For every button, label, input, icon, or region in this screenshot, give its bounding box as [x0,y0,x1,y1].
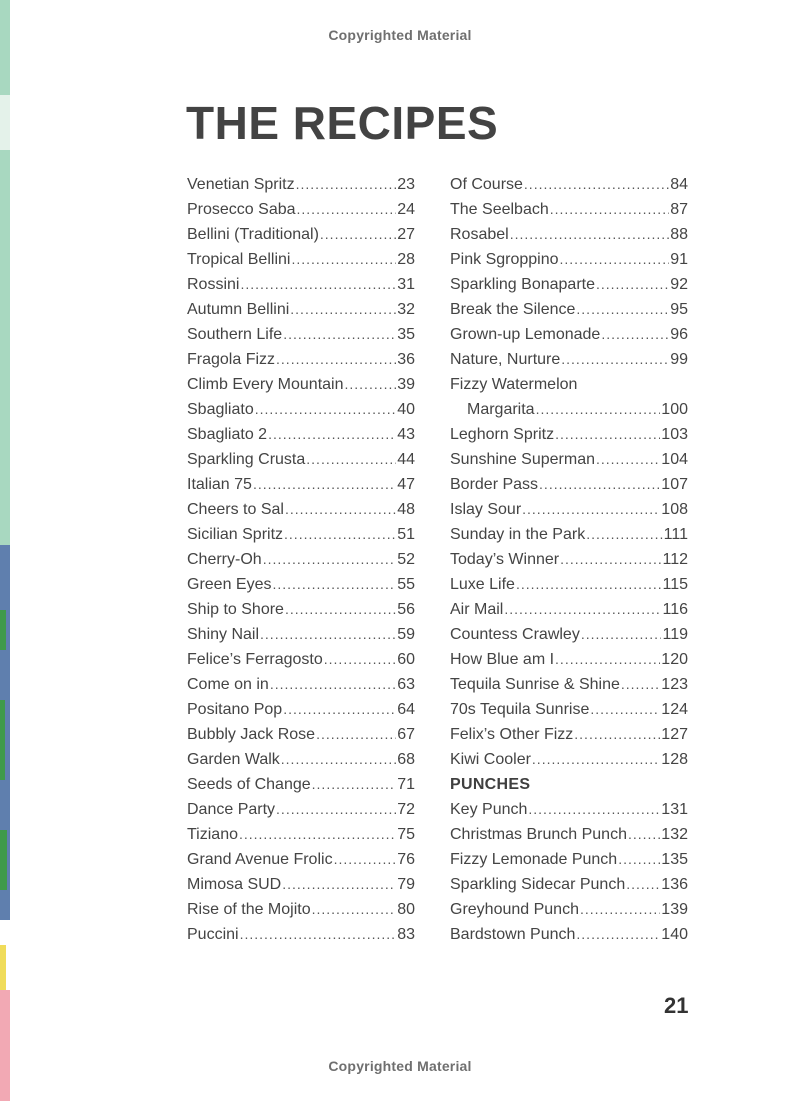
toc-entry [450,622,688,647]
recipe-name: Today’s Winner [450,551,560,568]
recipe-name: Air Mail [450,601,504,618]
recipe-name: Bardstown Punch [450,926,576,943]
dot-leader [272,572,396,597]
page-ref: 39 [397,376,415,393]
page-ref: 27 [397,226,415,243]
recipe-name: Of Course [450,176,523,193]
toc-entry [187,222,415,247]
toc-entry [450,572,688,597]
toc-entry [187,697,415,722]
dot-leader [586,522,662,547]
page-ref: 87 [670,201,688,218]
recipe-name: Bellini (Traditional) [187,226,319,243]
dot-leader [522,497,660,522]
dot-leader [596,272,669,297]
toc-entry [187,897,415,922]
dot-leader [618,847,660,872]
recipe-name: Green Eyes [187,576,272,593]
recipe-name: Countess Crawley [450,626,580,643]
dot-leader [263,547,397,572]
toc-entry [450,672,688,697]
recipe-name: Leghorn Spritz [450,426,555,443]
recipe-name: Rosabel [450,226,509,243]
page-ref: 140 [661,926,688,943]
dot-leader [285,497,396,522]
strip-mint-top [0,0,10,95]
dot-leader [539,472,660,497]
dot-leader [291,247,396,272]
toc-entry [187,847,415,872]
page-ref: 47 [397,476,415,493]
dot-leader [316,722,396,747]
recipe-name: Grown-up Lemonade [450,326,601,343]
dot-leader [555,647,660,672]
recipe-name: Felix’s Other Fizz [450,726,574,743]
recipe-name: Seeds of Change [187,776,311,793]
section-heading-punches: PUNCHES [450,776,531,793]
page-ref: 84 [670,176,688,193]
dot-leader [581,622,662,647]
toc-entry [187,347,415,372]
strip-leaf-3 [0,830,7,890]
page-ref: 116 [662,601,688,618]
dot-leader [561,347,669,372]
recipe-name: Prosecco Saba [187,201,296,218]
toc-entry [187,422,415,447]
recipe-name: Autumn Bellini [187,301,290,318]
recipe-name: Ship to Shore [187,601,284,618]
page-ref: 36 [397,351,415,368]
dot-leader [276,347,396,372]
strip-leaf-2 [0,700,5,780]
recipe-name: Garden Walk [187,751,280,768]
page-ref: 124 [661,701,688,718]
dot-leader [504,597,661,622]
dot-leader [532,747,660,772]
page-ref: 72 [397,801,415,818]
toc-entry [187,547,415,572]
recipe-name: Greyhound Punch [450,901,579,918]
recipe-name: Islay Sour [450,501,522,518]
recipe-name: Southern Life [187,326,283,343]
strip-light [0,95,10,150]
page-ref: 28 [397,251,415,268]
dot-leader [239,822,396,847]
page-ref: 108 [661,501,688,518]
dot-leader [596,447,660,472]
page-ref: 64 [397,701,415,718]
toc-entry [187,172,415,197]
page-ref: 56 [397,601,415,618]
recipe-name: Border Pass [450,476,539,493]
page-ref: 59 [397,626,415,643]
strip-pink [0,990,10,1101]
page-ref: 71 [397,776,415,793]
dot-leader [260,622,396,647]
page-ref: 112 [662,551,688,568]
copyright-footer: Copyrighted Material [328,1058,472,1074]
dot-leader [284,522,396,547]
page-ref: 104 [661,451,688,468]
dot-leader [240,272,396,297]
recipe-name: Nature, Nurture [450,351,561,368]
page-ref: 75 [397,826,415,843]
toc-entry [450,347,688,372]
recipe-name: Margarita [467,401,535,418]
recipe-name: Tequila Sunrise & Shine [450,676,620,693]
recipe-name: Sunday in the Park [450,526,586,543]
recipe-list-right [450,172,688,947]
toc-entry [187,772,415,797]
dot-leader [536,397,661,422]
dot-leader [296,172,397,197]
toc-entry [187,822,415,847]
page-ref: 88 [670,226,688,243]
page-ref: 95 [670,301,688,318]
page-number: 21 [664,993,689,1018]
recipe-name: Kiwi Cooler [450,751,531,768]
toc-entry [450,847,688,872]
page-ref: 48 [397,501,415,518]
page-ref: 132 [661,826,688,843]
toc-entry [187,322,415,347]
dot-leader [283,697,396,722]
recipe-name: Luxe Life [450,576,515,593]
dot-leader [324,647,396,672]
toc-entry [450,222,688,247]
dot-leader [276,797,396,822]
recipe-name: Tiziano [187,826,238,843]
toc-entry [450,922,688,947]
dot-leader [510,222,670,247]
dot-leader [576,922,660,947]
dot-leader [524,172,669,197]
page-ref: 103 [661,426,688,443]
toc-entry [450,747,688,772]
toc-entry [187,797,415,822]
toc-entry [450,272,688,297]
page-ref: 119 [662,626,688,643]
dot-leader [628,822,660,847]
page-ref: 23 [397,176,415,193]
toc-entry [450,522,688,547]
page-ref: 131 [661,801,688,818]
dot-leader [320,222,396,247]
toc-entry [187,372,415,397]
toc-entry [450,797,688,822]
toc-entry [187,297,415,322]
toc-entry [450,172,688,197]
dot-leader [574,722,660,747]
recipe-name: Climb Every Mountain [187,376,344,393]
page-ref: 120 [661,651,688,668]
toc-entry [450,897,688,922]
page-ref: 111 [663,526,688,543]
recipe-name: Sparkling Sidecar Punch [450,876,626,893]
page-ref: 32 [397,301,415,318]
toc-entry [187,447,415,472]
dot-leader [345,372,397,397]
page-ref: 68 [397,751,415,768]
toc-entry [187,272,415,297]
page-ref: 115 [662,576,688,593]
toc-entry [187,197,415,222]
toc-entry [450,547,688,572]
page-ref: 123 [661,676,688,693]
dot-leader [601,322,669,347]
toc-entry [450,422,688,447]
recipe-name: Rossini [187,276,240,293]
toc-entry [450,647,688,672]
toc-entry [187,622,415,647]
page-ref: 136 [661,876,688,893]
dot-leader [580,897,660,922]
page-ref: 51 [397,526,415,543]
page-ref: 40 [397,401,415,418]
toc-entry [450,822,688,847]
recipe-name: Tropical Bellini [187,251,291,268]
page-ref: 107 [661,476,688,493]
dot-leader [270,672,396,697]
recipe-name: Felice’s Ferragosto [187,651,323,668]
page-ref: 92 [670,276,688,293]
toc-entry [450,397,688,422]
recipe-name: How Blue am I [450,651,555,668]
dot-leader [306,447,396,472]
dot-leader [516,572,662,597]
toc-entry [187,472,415,497]
recipe-name: The Seelbach [450,201,549,218]
decorative-edge-strip [0,0,10,1101]
page-ref: 80 [397,901,415,918]
recipe-name: Mimosa SUD [187,876,282,893]
recipe-name: Break the Silence [450,301,576,318]
recipe-name: Puccini [187,926,239,943]
recipe-name: Pink Sgroppino [450,251,559,268]
toc-entry [187,247,415,272]
recipe-name: Italian 75 [187,476,252,493]
recipe-name: Sicilian Spritz [187,526,284,543]
toc-entry [187,722,415,747]
recipe-name: Bubbly Jack Rose [187,726,316,743]
toc-entry [187,397,415,422]
page-ref: 60 [397,651,415,668]
dot-leader [255,397,396,422]
recipe-name: Sbagliato [187,401,254,418]
recipe-name: Fizzy Lemonade Punch [450,851,618,868]
recipe-name: Sbagliato 2 [187,426,268,443]
toc-entry [187,672,415,697]
page-ref: 43 [397,426,415,443]
toc-entry [187,647,415,672]
dot-leader [283,322,396,347]
page-ref: 139 [661,901,688,918]
recipe-name: Positano Pop [187,701,283,718]
toc-entry [450,722,688,747]
strip-leaf-1 [0,610,6,650]
recipe-name: Sparkling Bonaparte [450,276,595,293]
dot-leader [550,197,669,222]
recipe-name: Sparkling Crusta [187,451,306,468]
dot-leader [290,297,396,322]
recipe-name: Come on in [187,676,269,693]
page-ref: 52 [397,551,415,568]
toc-entry [450,247,688,272]
page-ref: 35 [397,326,415,343]
toc-entry [450,872,688,897]
page-ref: 67 [397,726,415,743]
toc-entry [450,497,688,522]
page-ref: 127 [661,726,688,743]
dot-leader [253,472,396,497]
dot-leader [621,672,660,697]
toc-entry [187,522,415,547]
recipe-name: Grand Avenue Frolic [187,851,333,868]
dot-leader [240,922,397,947]
page-ref: 135 [661,851,688,868]
recipe-name: Sunshine Superman [450,451,595,468]
dot-leader [528,797,660,822]
toc-entry [187,747,415,772]
page-ref: 44 [397,451,415,468]
toc-entry [187,497,415,522]
dot-leader [590,697,660,722]
page-ref: 99 [670,351,688,368]
recipe-name: Cherry-Oh [187,551,262,568]
toc-entry [187,597,415,622]
toc-entry [187,572,415,597]
dot-leader [312,897,397,922]
page-ref: 83 [397,926,415,943]
recipe-name: Venetian Spritz [187,176,295,193]
page-ref: 55 [397,576,415,593]
page-ref: 63 [397,676,415,693]
recipe-name: Shiny Nail [187,626,260,643]
toc-entry [450,447,688,472]
recipe-name: Dance Party [187,801,276,818]
page-ref: 31 [397,276,415,293]
dot-leader [285,597,396,622]
dot-leader [334,847,397,872]
toc-entry [450,472,688,497]
dot-leader [282,872,396,897]
dot-leader [626,872,660,897]
page-ref: 100 [661,401,688,418]
recipe-name: Christmas Brunch Punch [450,826,627,843]
toc-entry [187,872,415,897]
recipe-name: Fragola Fizz [187,351,276,368]
dot-leader [560,547,661,572]
recipe-name: Cheers to Sal [187,501,284,518]
recipe-name: Key Punch [450,801,528,818]
recipe-list-left [187,172,415,947]
dot-leader [576,297,669,322]
page-ref: 91 [670,251,688,268]
toc-entry [187,922,415,947]
toc-entry [450,322,688,347]
toc-entry [450,297,688,322]
toc-entry-wrapped-line1: Fizzy Watermelon [450,376,578,393]
dot-leader [312,772,397,797]
copyright-header: Copyrighted Material [328,27,472,43]
page-ref: 79 [397,876,415,893]
dot-leader [297,197,397,222]
page-ref: 128 [661,751,688,768]
recipe-name: Rise of the Mojito [187,901,311,918]
dot-leader [560,247,670,272]
toc-entry [450,197,688,222]
strip-mint-middle [0,150,10,545]
dot-leader [281,747,396,772]
dot-leader [268,422,396,447]
page-ref: 24 [397,201,415,218]
page-ref: 96 [670,326,688,343]
toc-entry [450,597,688,622]
page-title: THE RECIPES [186,97,499,149]
recipe-name: 70s Tequila Sunrise [450,701,590,718]
page-ref: 76 [397,851,415,868]
dot-leader [555,422,660,447]
toc-entry [450,697,688,722]
